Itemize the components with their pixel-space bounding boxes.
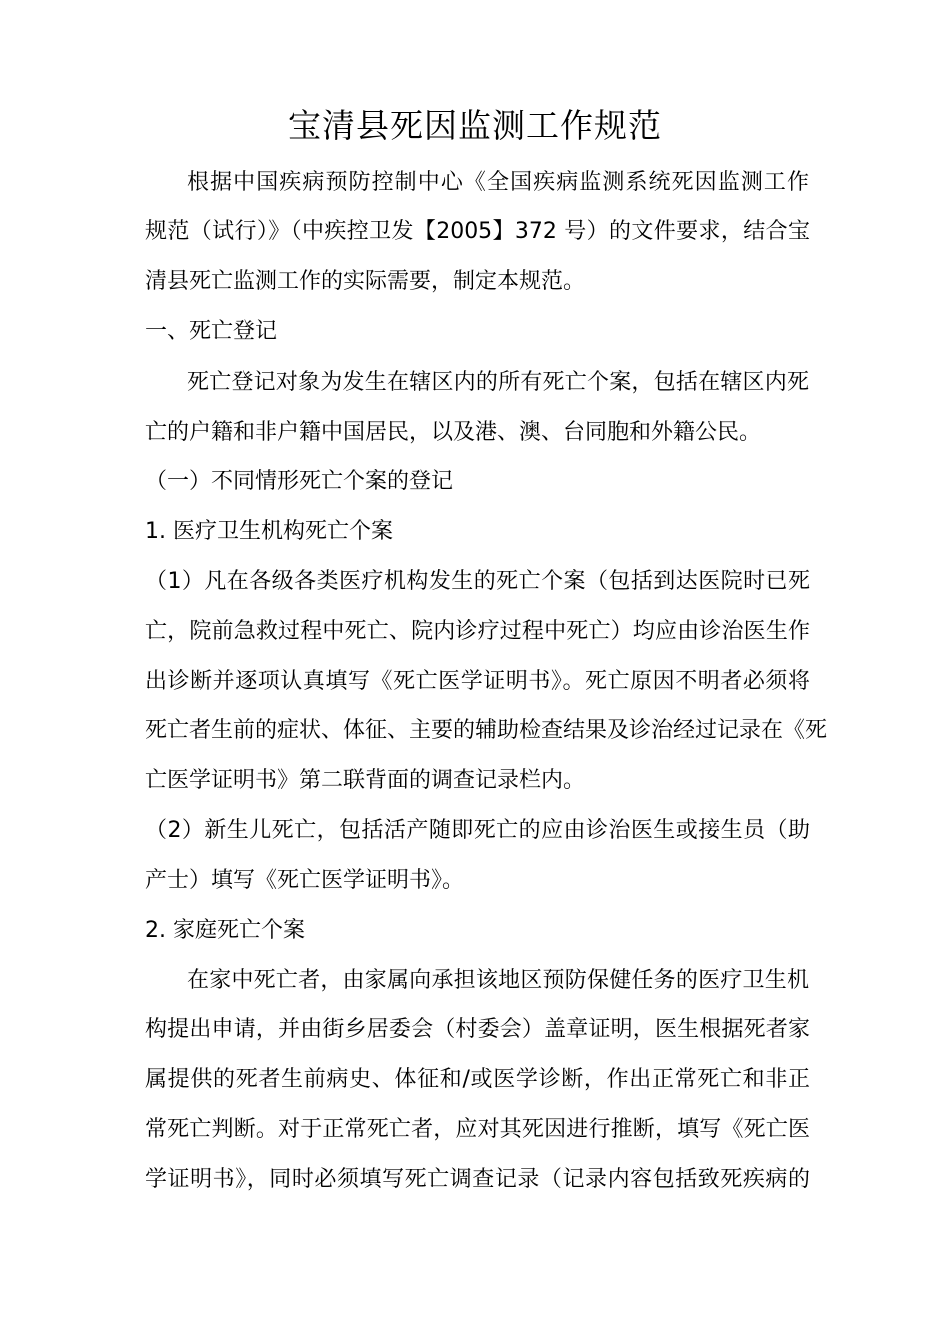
text-line: 学证明书》，同时必须填写死亡调查记录（记录内容包括致死疾病的 [145, 1167, 810, 1192]
text-line: 根据中国疾病预防控制中心《全国疾病监测系统死因监测工作 [187, 170, 809, 195]
text-line: 出诊断并逐项认真填写《死亡医学证明书》。死亡原因不明者必须将 [145, 669, 810, 694]
subsection-heading: 2. 家庭死亡个案 [145, 918, 305, 943]
subsection-heading: （一）不同情形死亡个案的登记 [145, 469, 454, 494]
text-line: 常死亡判断。对于正常死亡者，应对其死因进行推断，填写《死亡医 [145, 1117, 810, 1142]
text-line: 产士）填写《死亡医学证明书》。 [145, 868, 465, 893]
text-line: 在家中死亡者，由家属向承担该地区预防保健任务的医疗卫生机 [187, 968, 809, 993]
subsection-heading: 1. 医疗卫生机构死亡个案 [145, 519, 393, 544]
text-line: 死亡登记对象为发生在辖区内的所有死亡个案，包括在辖区内死 [187, 370, 809, 395]
text-line: 亡医学证明书》第二联背面的调查记录栏内。 [145, 768, 586, 793]
text-line: 亡，院前急救过程中死亡、院内诊疗过程中死亡）均应由诊治医生作 [145, 619, 810, 644]
text-line: 亡的户籍和非户籍中国居民，以及港、澳、台同胞和外籍公民。 [145, 420, 762, 445]
text-line: 死亡者生前的症状、体征、主要的辅助检查结果及诊治经过记录在《死 [145, 718, 828, 743]
text-line: （1）凡在各级各类医疗机构发生的死亡个案（包括到达医院时已死 [145, 569, 810, 594]
text-line: 构提出申请，并由街乡居委会（村委会）盖章证明，医生根据死者家 [145, 1017, 810, 1042]
text-line: 属提供的死者生前病史、体征和/或医学诊断，作出正常死亡和非正 [145, 1067, 810, 1092]
document-title: 宝清县死因监测工作规范 [288, 106, 662, 145]
text-line: （2）新生儿死亡，包括活产随即死亡的应由诊治医生或接生员（助 [145, 818, 810, 843]
text-line: 清县死亡监测工作的实际需要，制定本规范。 [145, 269, 586, 294]
section-heading: 一、死亡登记 [145, 319, 278, 344]
text-line: 规范（试行）》（中疾控卫发【2005】372 号）的文件要求，结合宝 [145, 219, 810, 244]
